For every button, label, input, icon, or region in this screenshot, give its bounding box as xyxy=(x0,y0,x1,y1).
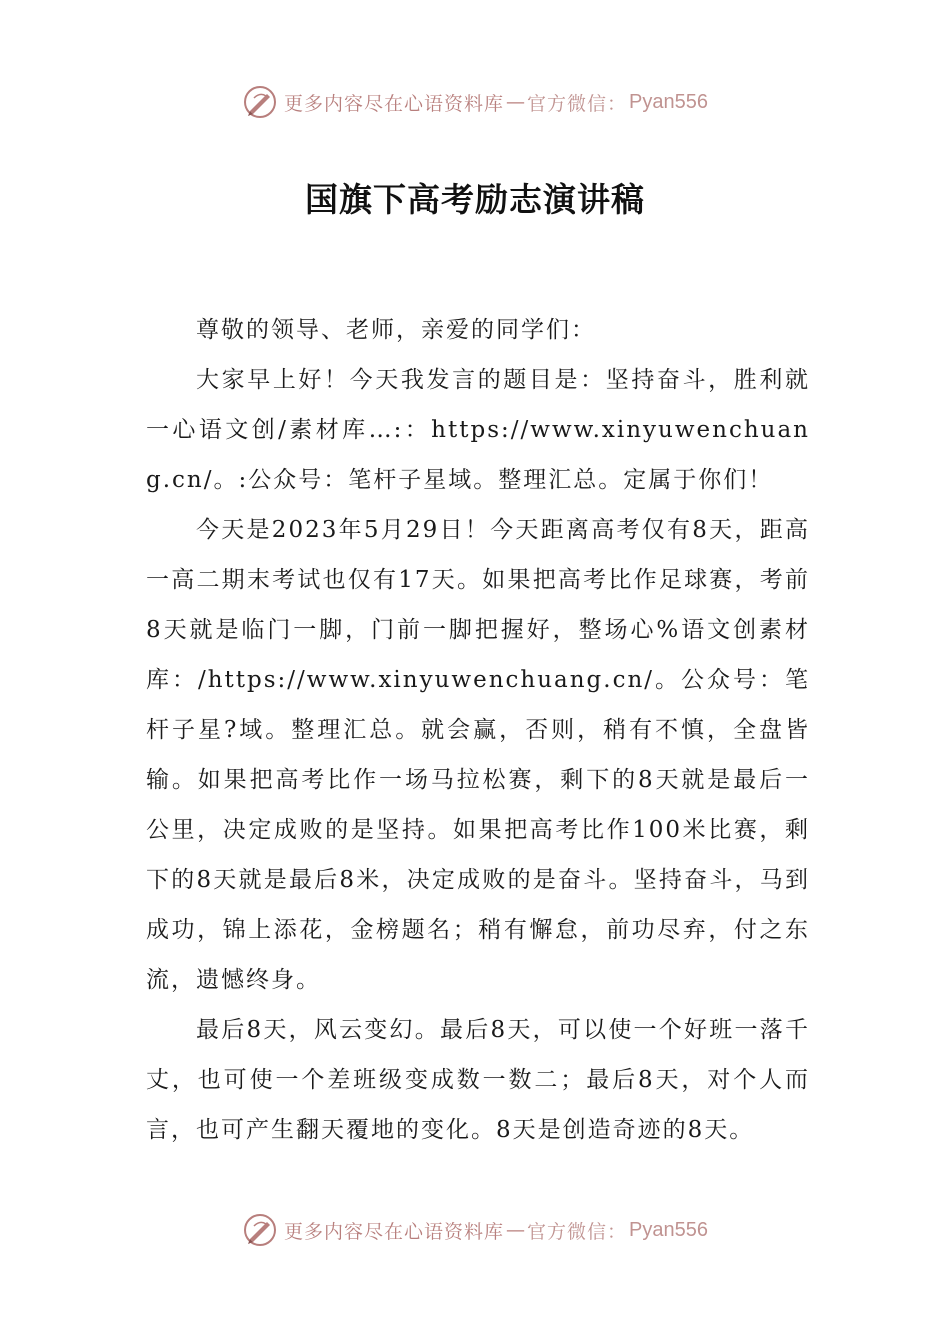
footer-wechat-handle: Pyan556 xyxy=(629,1218,708,1241)
footer-dash: — xyxy=(506,1219,526,1241)
footer-brand-text: 更多内容尽在心语资料库 xyxy=(284,1220,505,1243)
paragraph-countdown: 今天是2023年5月29日！今天距离高考仅有8天，距高一高二期末考试也仅有17天。如果把高考比作足球赛，考前8天就是临门一脚，门前一脚把握好，整场心%语文创素材库：/https://www.xinyuwenchuang.cn/。公众号：笔杆子星?域。整理汇总。就会赢，否则，稍有不慎，全盘皆输。如果把高考比作一场马拉松赛，剩下的8天就是最后一公里，决定成败的是坚持。如果把高考比作100米比赛，剩下的8天就是最后8米，决定成败的是奋斗。坚持奋斗，马到成功，锦上添花，金榜题名；稍有懈怠，前功尽弃，付之东流，遗憾终身。 xyxy=(146,517,810,993)
paragraph-greeting: 尊敬的领导、老师，亲爱的同学们： xyxy=(196,317,596,343)
footer-banner xyxy=(0,1208,950,1252)
banner-dash: — xyxy=(506,91,526,113)
paragraph-intro: 大家早上好！今天我发言的题目是：坚持奋斗，胜利就一心语文创/素材库…:：https://www.xinyuwenchuang.cn/。:公众号：笔杆子星域。整理汇总。定属于你们！ xyxy=(146,367,810,493)
pen-logo-icon xyxy=(242,84,278,120)
banner-official-label: 官方微信： xyxy=(527,92,628,115)
document-title: 国旗下高考励志演讲稿 xyxy=(305,180,645,219)
banner-wechat-handle: Pyan556 xyxy=(629,90,708,113)
footer-official-label: 官方微信： xyxy=(527,1220,628,1243)
header-banner xyxy=(0,80,950,124)
paragraph-last-days: 最后8天，风云变幻。最后8天，可以使一个好班一落千丈，也可使一个差班级变成数一数二；最后8天，对个人而言，也可产生翻天覆地的变化。8天是创造奇迹的8天。 xyxy=(146,1017,810,1143)
document-body xyxy=(146,305,810,1155)
banner-brand-text: 更多内容尽在心语资料库 xyxy=(284,92,505,115)
pen-logo-icon xyxy=(242,1212,278,1248)
